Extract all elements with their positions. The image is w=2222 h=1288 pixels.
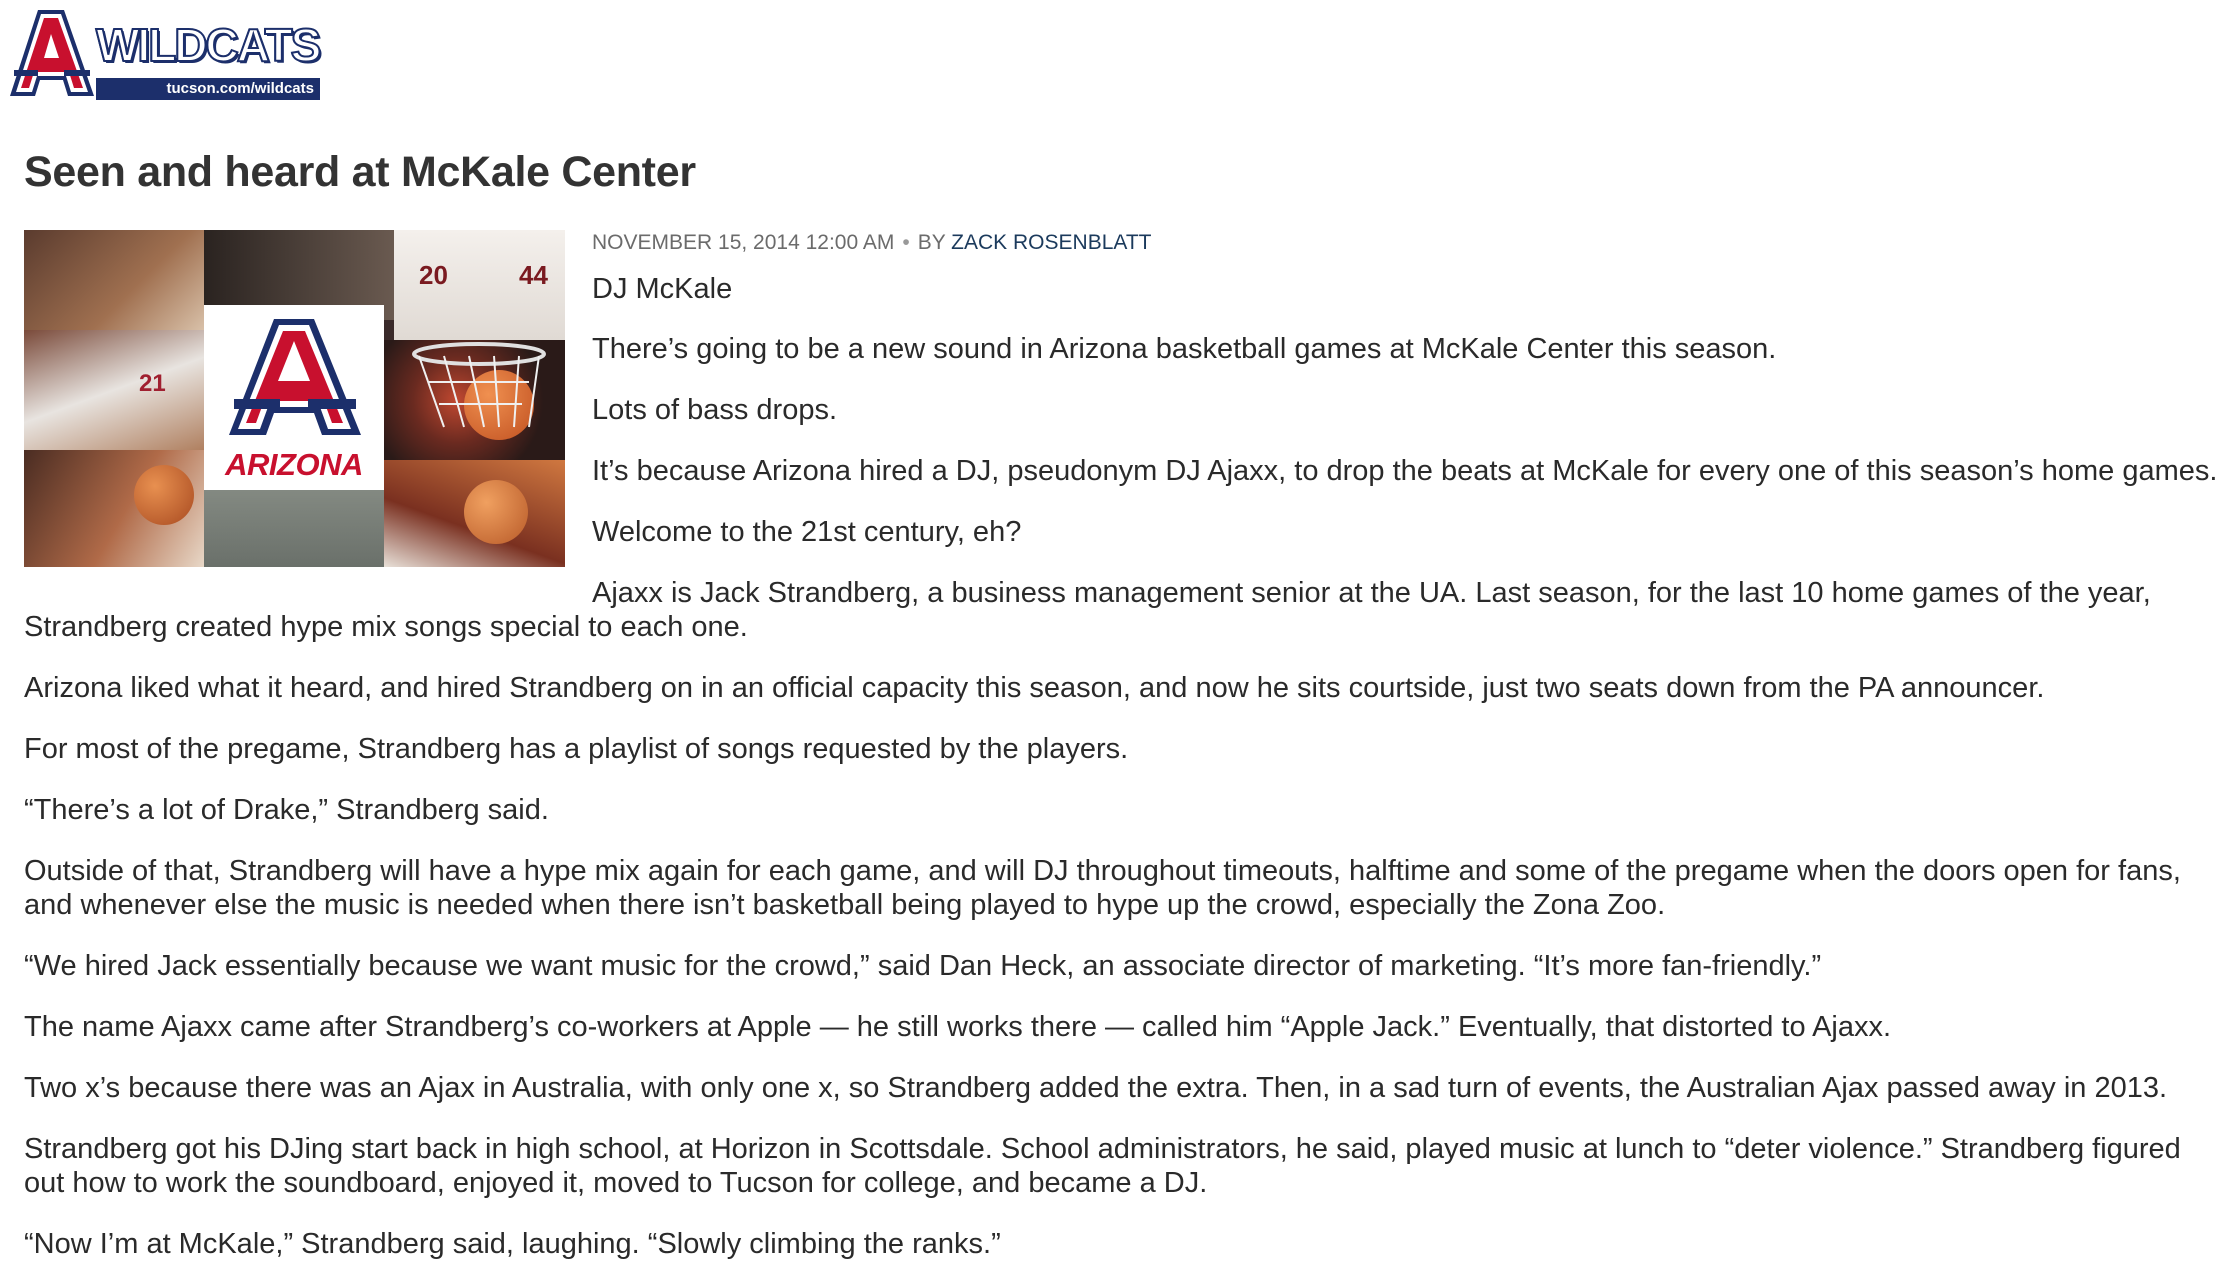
article-paragraph: Two x’s because there was an Ajax in Australia, with only one x, so Strandberg added the extra. Then, in a sad turn of events, the Australian Ajax passed away in 2013. — [24, 1072, 2168, 1104]
article-paragraph: Outside of that, Strandberg will have a hype mix again for each game, and will DJ throughout timeouts, halftime and some of the pregame when the doors open for fans, and whenever else the music is needed when there isn’t basketball being played to hype up the crowd, especially the Zona Zoo. — [24, 855, 2181, 921]
basketball-icon — [464, 480, 528, 544]
article-headline: Seen and heard at McKale Center — [24, 148, 696, 196]
article-paragraph: Strandberg got his DJing start back in high school, at Horizon in Scottsdale. School administrators, he said, played music at lunch to “deter violence.” Strandberg figured out how to work the soundboard, enjoyed it, moved to Tucson for college, and became a DJ. — [24, 1133, 2181, 1199]
article-paragraph: “We hired Jack essentially because we want music for the crowd,” said Dan Heck, an associate director of marketing. “It’s more fan-friendly.” — [24, 950, 1822, 982]
article-paragraph: DJ McKale — [592, 273, 733, 305]
article-body — [24, 230, 2220, 1288]
jersey-number: 20 — [419, 260, 448, 290]
article-paragraph: Ajaxx is Jack Strandberg, a business management senior at the UA. Last season, for the last 10 home games of the year, Strandberg created hype mix songs special to each one. — [24, 577, 2151, 643]
publish-date: NOVEMBER 15, 2014 12:00 AM — [592, 231, 895, 254]
logo-url: tucson.com/wildcats — [96, 78, 320, 100]
logo-wordmark: WILDCATS — [96, 19, 320, 71]
article-paragraph: There’s going to be a new sound in Arizona basketball games at McKale Center this season. — [592, 333, 1777, 365]
arizona-a-icon — [8, 8, 98, 100]
hoop-net-icon — [404, 342, 554, 432]
basketball-icon — [134, 465, 194, 525]
article-paragraph: Welcome to the 21st century, eh? — [592, 516, 1022, 548]
author-link[interactable]: ZACK ROSENBLATT — [951, 231, 1152, 254]
arizona-wordmark: ARIZONA — [225, 447, 363, 482]
article-paragraph: “Now I’m at McKale,” Strandberg said, laughing. “Slowly climbing the ranks.” — [24, 1228, 1001, 1260]
article-paragraph: “There’s a lot of Drake,” Strandberg said. — [24, 794, 549, 826]
by-label: BY — [917, 231, 946, 254]
article-paragraph: For most of the pregame, Strandberg has a playlist of songs requested by the players. — [24, 733, 1129, 765]
article-paragraph: Arizona liked what it heard, and hired Strandberg on in an official capacity this season, and now he sits courtside, just two seats down from the PA announcer. — [24, 672, 2045, 704]
article-paragraph: Lots of bass drops. — [592, 394, 838, 426]
article-photo-collage[interactable] — [24, 230, 565, 567]
arizona-logo-panel — [204, 305, 384, 490]
article-paragraph: It’s because Arizona hired a DJ, pseudonym DJ Ajaxx, to drop the beats at McKale for every one of this season’s home games. — [592, 455, 2218, 487]
collage-player-cell — [24, 330, 204, 450]
byline-separator: • — [902, 231, 910, 254]
collage-dunk-cell — [24, 230, 204, 330]
jersey-number: 21 — [139, 370, 166, 397]
wildcats-masthead-logo[interactable] — [8, 8, 320, 100]
jersey-number: 44 — [519, 260, 548, 290]
article-paragraph: The name Ajaxx came after Strandberg’s co-workers at Apple — he still works there — called him “Apple Jack.” Eventually, that distorted to Ajaxx. — [24, 1011, 1892, 1043]
arizona-a-logo-icon — [204, 305, 384, 445]
